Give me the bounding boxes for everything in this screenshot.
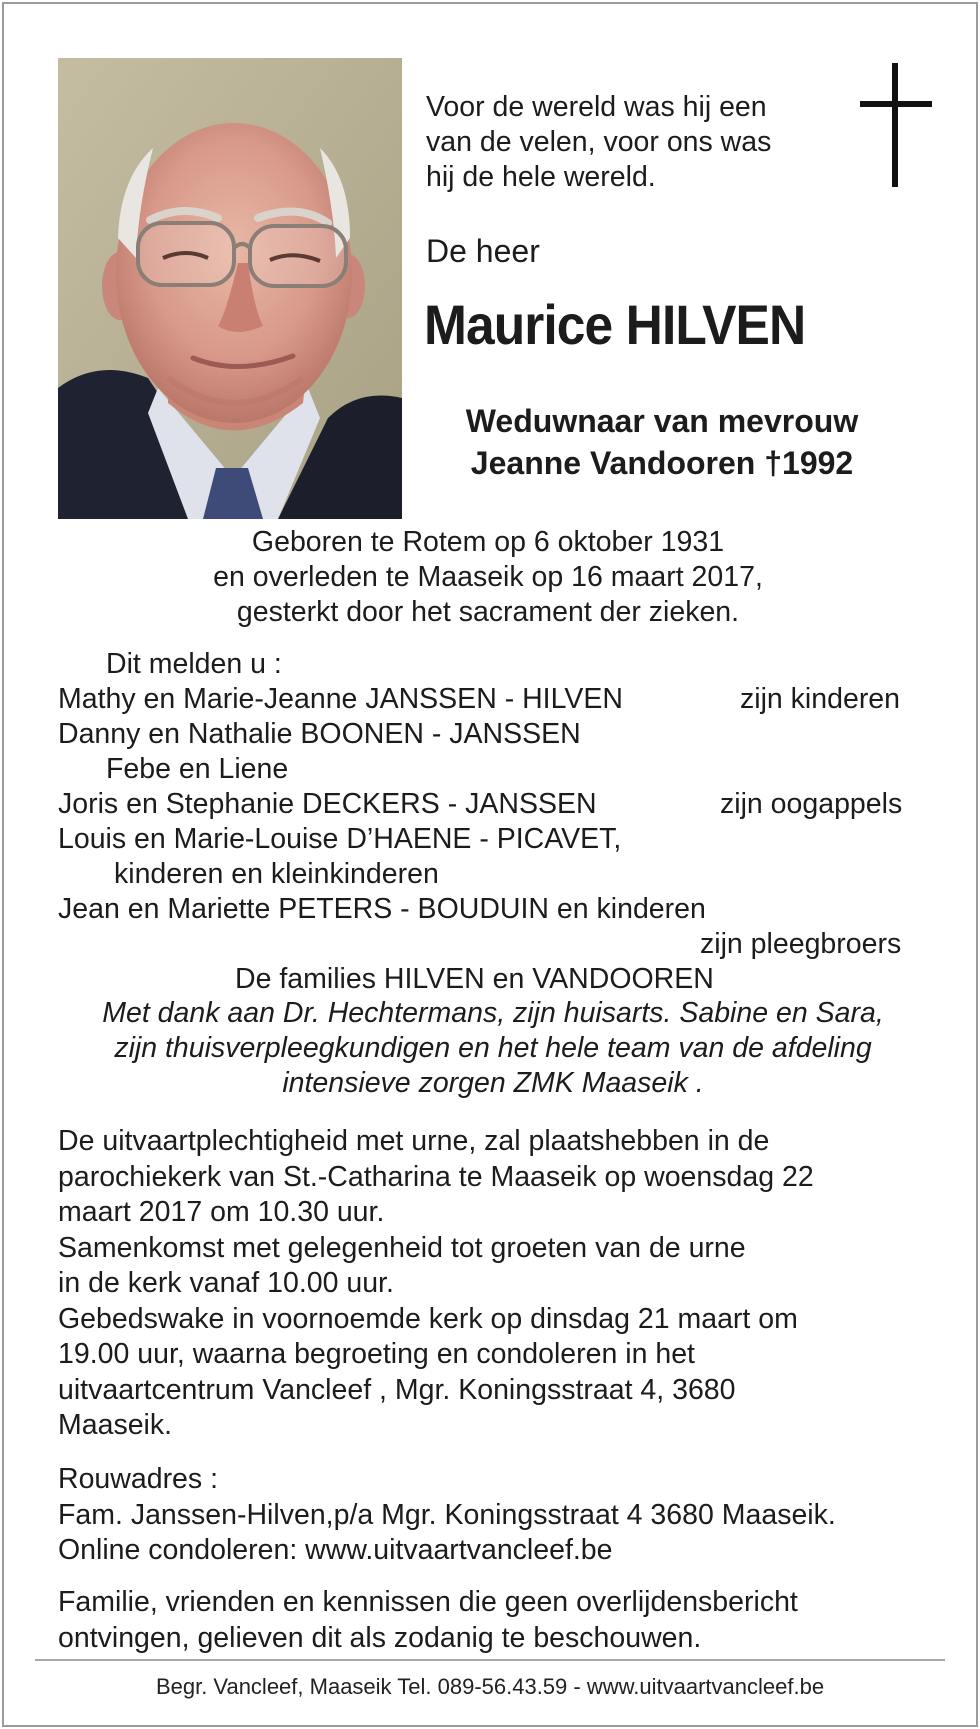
- thanks-line: Met dank aan Dr. Hechtermans, zijn huisarts. Sabine en Sara,: [102, 997, 884, 1029]
- family-row: [58, 787, 928, 822]
- quote-line: hij de hele wereld.: [426, 161, 656, 193]
- family-announcement: [58, 647, 928, 997]
- family-names: Louis en Marie-Louise D’HAENE - PICAVET,: [58, 823, 622, 855]
- funeral-line: Gebedswake in voornoemde kerk op dinsdag 21 maart om: [58, 1302, 798, 1335]
- family-row: [58, 822, 928, 857]
- family-names: Jean en Mariette PETERS - BOUDUIN en kinderen: [58, 893, 706, 925]
- family-names: Danny en Nathalie BOONEN - JANSSEN: [58, 718, 581, 750]
- closing-note: [58, 1585, 938, 1656]
- honorific: De heer: [426, 233, 540, 269]
- widower-note: [432, 400, 892, 484]
- quote-line: Voor de wereld was hij een: [426, 91, 767, 123]
- funeral-line: De uitvaartplechtigheid met urne, zal plaatshebben in de: [58, 1125, 770, 1157]
- families-line: De families HILVEN en VANDOOREN: [235, 963, 714, 995]
- birth-death-line: gesterkt door het sacrament der zieken.: [236, 596, 740, 628]
- mourning-address: [58, 1462, 938, 1569]
- family-names: Febe en Liene: [106, 753, 289, 785]
- family-names: Mathy en Marie-Jeanne JANSSEN - HILVEN: [58, 683, 623, 715]
- family-row: [58, 717, 928, 752]
- funeral-line: uitvaartcentrum Vancleef , Mgr. Koningsstraat 4, 3680: [58, 1373, 736, 1406]
- funeral-line: maart 2017 om 10.30 uur.: [58, 1196, 385, 1228]
- footer-credits: Begr. Vancleef, Maaseik Tel. 089-56.43.59 - www.uitvaartvancleef.be: [155, 1674, 825, 1699]
- announce-intro: Dit melden u :: [106, 648, 282, 680]
- deceased-name: Maurice HILVEN: [424, 293, 806, 356]
- birth-death-line: Geboren te Rotem op 6 oktober 1931: [251, 526, 725, 558]
- cross-icon: [860, 63, 932, 187]
- birth-death-line: en overleden te Maaseik op 16 maart 2017,: [213, 561, 763, 593]
- family-row: [58, 857, 928, 892]
- closing-line: ontvingen, gelieven dit als zodanig te beschouwen.: [58, 1621, 702, 1654]
- online-condolence: Online condoleren: www.uitvaartvancleef.be: [58, 1534, 613, 1566]
- widower-line: Weduwnaar van mevrouw: [465, 403, 859, 439]
- quote: [426, 90, 771, 195]
- birth-death-info: [58, 525, 918, 630]
- closing-line: Familie, vrienden en kennissen die geen overlijdensbericht: [58, 1586, 798, 1618]
- family-row: [58, 892, 928, 927]
- quote-line: van de velen, voor ons was: [426, 126, 772, 158]
- family-relation: zijn pleegbroers: [700, 928, 902, 960]
- funeral-line: Samenkomst met gelegenheid tot groeten van de urne: [58, 1231, 746, 1264]
- funeral-line: Maaseik.: [58, 1409, 173, 1441]
- address-label: Rouwadres :: [58, 1463, 218, 1495]
- funeral-line: in de kerk vanaf 10.00 uur.: [58, 1267, 394, 1299]
- funeral-line: parochiekerk van St.-Catharina te Maaseik op woensdag 22: [58, 1160, 814, 1193]
- announce-intro-row: [58, 647, 928, 682]
- divider: [35, 1659, 945, 1661]
- funeral-line: 19.00 uur, waarna begroeting en condoleren in het: [58, 1338, 695, 1370]
- family-relation: zijn oogappels: [720, 788, 903, 820]
- family-relation: zijn kinderen: [740, 683, 901, 715]
- family-row: [58, 752, 928, 787]
- families-row: [58, 962, 928, 997]
- widower-line: Jeanne Vandooren †1992: [470, 445, 854, 481]
- thanks-line: intensieve zorgen ZMK Maaseik .: [282, 1067, 704, 1099]
- family-names: kinderen en kleinkinderen: [114, 858, 439, 890]
- address-line: Fam. Janssen-Hilven,p/a Mgr. Koningsstraat 4 3680 Maaseik.: [58, 1498, 836, 1531]
- family-row: [58, 927, 928, 962]
- family-names: Joris en Stephanie DECKERS - JANSSEN: [58, 788, 597, 820]
- funeral-info: [58, 1124, 938, 1444]
- family-row: [58, 682, 928, 717]
- thanks-line: zijn thuisverpleegkundigen en het hele team van de afdeling: [114, 1032, 872, 1064]
- portrait-photo: [58, 58, 402, 519]
- thanks-note: [58, 996, 928, 1101]
